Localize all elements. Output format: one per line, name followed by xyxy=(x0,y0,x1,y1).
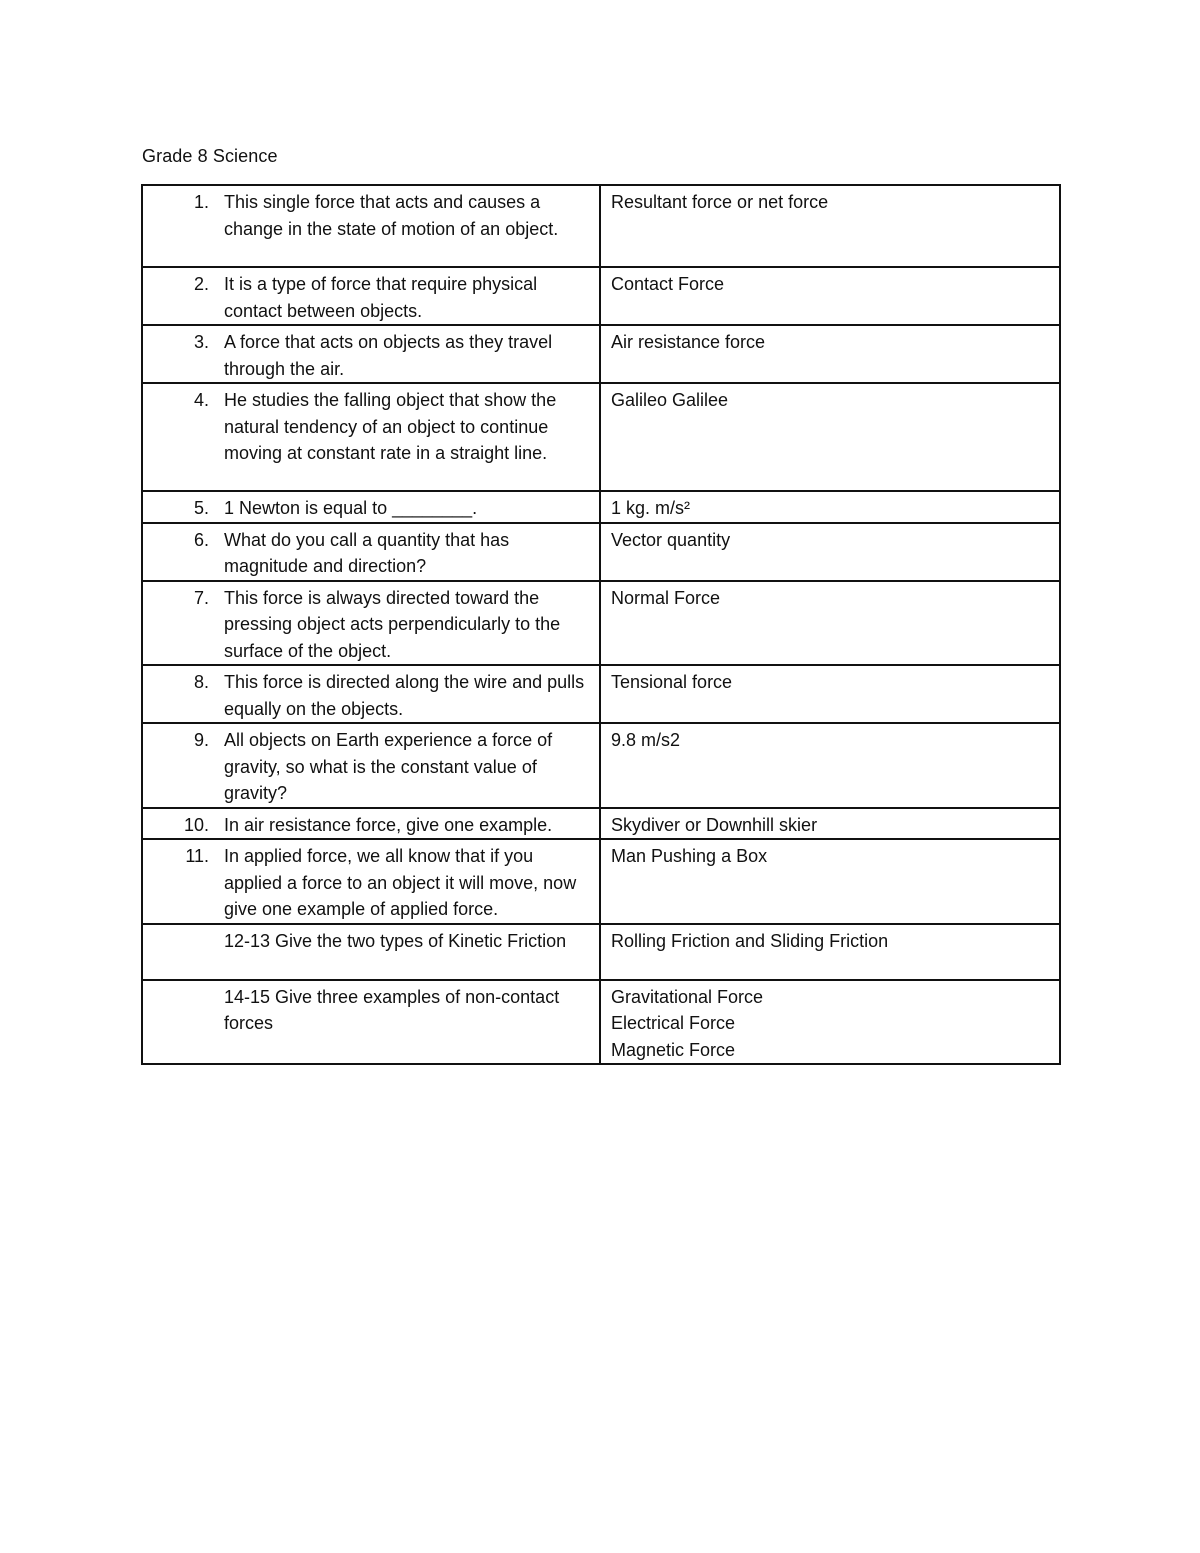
table-row xyxy=(142,980,1060,1065)
answer-text xyxy=(611,669,1049,696)
answer-line: Normal Force xyxy=(611,587,721,608)
question-number: 1. xyxy=(193,192,209,212)
table-row xyxy=(142,185,1060,267)
answer-line: Tensional force xyxy=(611,672,733,692)
question-number: 4. xyxy=(193,390,209,410)
answer-cell xyxy=(600,325,1060,383)
question-cell xyxy=(142,665,600,723)
question-text: This force is always directed toward the pressing object acts perpendicularly to the surface of the object. xyxy=(224,587,561,661)
question-number: 6. xyxy=(193,529,209,550)
answer-line: Galileo Galilee xyxy=(611,390,729,410)
question-text: All objects on Earth experience a force of gravity, so what is the constant value of gravity? xyxy=(224,730,553,803)
answer-text xyxy=(611,984,1049,1064)
answer-line: Air resistance force xyxy=(611,332,766,352)
question-text: 14-15 Give three examples of non-contact forces xyxy=(224,986,560,1033)
answer-cell xyxy=(600,383,1060,491)
table-row xyxy=(142,267,1060,325)
question-cell xyxy=(142,581,600,666)
answer-line: 1 kg. m/s² xyxy=(611,498,691,518)
question-text: What do you call a quantity that has magnitude and direction? xyxy=(224,529,510,576)
table-row xyxy=(142,924,1060,980)
answer-text xyxy=(611,585,1049,612)
answer-line: Gravitational Force xyxy=(611,986,764,1007)
table-row xyxy=(142,808,1060,840)
answer-line: Vector quantity xyxy=(611,529,731,550)
question-cell xyxy=(142,383,600,491)
answer-text xyxy=(611,271,1049,298)
question-text: 1 Newton is equal to ________. xyxy=(224,498,478,518)
table-row xyxy=(142,523,1060,581)
answer-text xyxy=(611,387,1049,414)
table-row xyxy=(142,665,1060,723)
answer-cell xyxy=(600,185,1060,267)
questions-table xyxy=(141,184,1061,1065)
answer-line: Man Pushing a Box xyxy=(611,846,768,866)
answer-text xyxy=(611,812,1049,839)
table-row xyxy=(142,491,1060,523)
answer-cell xyxy=(600,581,1060,666)
answer-line: 9.8 m/s2 xyxy=(611,730,681,750)
answer-cell xyxy=(600,924,1060,980)
answer-line: Contact Force xyxy=(611,274,725,294)
answer-cell xyxy=(600,808,1060,840)
table-row xyxy=(142,325,1060,383)
question-number: 7. xyxy=(193,587,209,608)
table-row xyxy=(142,581,1060,666)
table-row xyxy=(142,383,1060,491)
answer-text xyxy=(611,928,1049,955)
answer-cell xyxy=(600,839,1060,924)
question-number: 5. xyxy=(193,498,209,518)
answer-line: Skydiver or Downhill skier xyxy=(611,814,818,835)
question-number: 10. xyxy=(183,814,209,835)
question-number: 3. xyxy=(193,332,209,352)
answer-text xyxy=(611,527,1049,554)
question-cell xyxy=(142,924,600,980)
question-text: He studies the falling object that show the natural tendency of an object to continue moving at constant rate in a straight line. xyxy=(224,390,557,463)
question-number: 2. xyxy=(193,274,209,294)
question-number: 9. xyxy=(193,730,209,750)
question-cell xyxy=(142,839,600,924)
answer-text xyxy=(611,329,1049,356)
answer-cell xyxy=(600,723,1060,808)
question-cell xyxy=(142,523,600,581)
question-cell xyxy=(142,325,600,383)
answer-line: Magnetic Force xyxy=(611,1039,736,1060)
answer-text xyxy=(611,843,1049,870)
question-cell xyxy=(142,723,600,808)
answer-text xyxy=(611,189,1049,216)
page-title: Grade 8 Science xyxy=(142,146,278,166)
answer-cell xyxy=(600,980,1060,1065)
question-text: In air resistance force, give one example. xyxy=(224,814,553,835)
question-cell xyxy=(142,267,600,325)
question-number: 11. xyxy=(185,846,209,866)
question-cell xyxy=(142,491,600,523)
question-text: It is a type of force that require physical contact between objects. xyxy=(224,274,538,321)
answer-line: Resultant force or net force xyxy=(611,192,829,212)
question-cell xyxy=(142,185,600,267)
answer-cell xyxy=(600,665,1060,723)
answer-cell xyxy=(600,491,1060,523)
answer-text xyxy=(611,727,1049,754)
table-row xyxy=(142,839,1060,924)
question-text: In applied force, we all know that if you applied a force to an object it will move, now give one example of applied force. xyxy=(224,846,577,919)
question-number: 8. xyxy=(193,672,209,692)
question-cell xyxy=(142,980,600,1065)
question-cell xyxy=(142,808,600,840)
question-text: This force is directed along the wire and pulls equally on the objects. xyxy=(224,672,585,719)
answer-line: Rolling Friction and Sliding Friction xyxy=(611,930,889,951)
table-row xyxy=(142,723,1060,808)
question-text: 12-13 Give the two types of Kinetic Friction xyxy=(224,930,567,951)
answer-line: Electrical Force xyxy=(611,1013,736,1033)
question-text: A force that acts on objects as they travel through the air. xyxy=(224,332,553,379)
answer-cell xyxy=(600,267,1060,325)
question-text: This single force that acts and causes a change in the state of motion of an object. xyxy=(224,192,559,239)
answer-cell xyxy=(600,523,1060,581)
answer-text xyxy=(611,495,1049,522)
